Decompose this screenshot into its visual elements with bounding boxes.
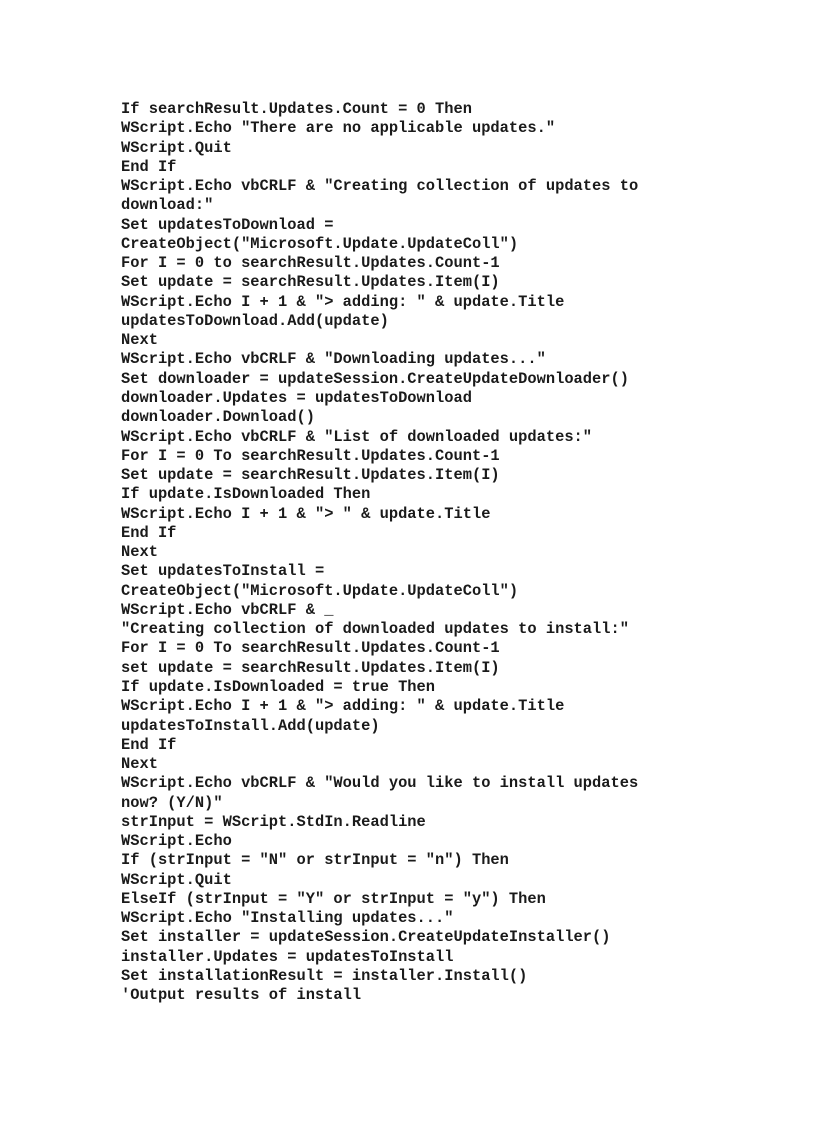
code-line: If searchResult.Updates.Count = 0 Then [121,100,472,118]
code-line: For I = 0 To searchResult.Updates.Count-1 [121,639,500,658]
code-line: Set update = searchResult.Updates.Item(I) [121,273,500,292]
code-line: If update.IsDownloaded = true Then [121,677,436,696]
code-line: "Creating collection of downloaded updates to install:" [121,620,629,639]
code-line: now? (Y/N)" [121,793,223,812]
code-line: Set installer = updateSession.CreateUpdateInstaller() [121,928,611,947]
code-line: End If [121,523,177,542]
code-line: strInput = WScript.StdIn.Readline [121,812,426,831]
code-line: WScript.Quit [121,870,232,889]
code-line: WScript.Echo I + 1 & "> adding: " & update.Title [121,292,565,311]
code-line: WScript.Echo I + 1 & "> " & update.Title [121,504,491,523]
code-line: WScript.Echo vbCRLF & "Downloading updates..." [121,350,546,369]
code-line: ElseIf (strInput = "Y" or strInput = "y") Then [121,889,546,908]
code-line: WScript.Echo vbCRLF & "Would you like to install updates [121,774,639,793]
code-line: If update.IsDownloaded Then [121,485,371,504]
code-line: End If [121,735,177,754]
code-line: WScript.Echo vbCRLF & "List of downloaded updates:" [121,427,593,446]
code-line: Next [121,331,158,350]
code-line: WScript.Echo I + 1 & "> adding: " & update.Title [121,697,565,716]
code-line: updatesToDownload.Add(update) [121,311,389,330]
code-line: Next [121,543,158,562]
code-line: Set updatesToDownload = [121,215,334,234]
code-line: set update = searchResult.Updates.Item(I) [121,658,500,677]
code-line: download:" [121,196,214,215]
code-line: WScript.Echo "Installing updates..." [121,909,454,928]
code-line: updatesToInstall.Add(update) [121,716,380,735]
code-line: For I = 0 to searchResult.Updates.Count-1 [121,254,500,273]
code-line: 'Output results of install [121,986,362,1005]
code-listing [121,100,781,1005]
code-line: downloader.Updates = updatesToDownload [121,388,472,407]
code-line: CreateObject("Microsoft.Update.UpdateColl") [121,581,519,600]
code-line: WScript.Echo vbCRLF & _ [121,600,334,619]
code-line: downloader.Download() [121,408,315,427]
code-line: Set updatesToInstall = [121,562,325,581]
code-line: WScript.Echo "There are no applicable updates." [121,119,556,138]
code-line: Set installationResult = installer.Install() [121,966,528,985]
code-line: Set downloader = updateSession.CreateUpdateDownloader() [121,369,629,388]
code-line: For I = 0 To searchResult.Updates.Count-1 [121,446,500,465]
code-line: CreateObject("Microsoft.Update.UpdateColl") [121,234,519,253]
code-line: End If [121,157,177,176]
code-line: WScript.Echo [121,832,232,851]
code-line: WScript.Quit [121,138,232,157]
code-line: installer.Updates = updatesToInstall [121,947,454,966]
code-line: WScript.Echo vbCRLF & "Creating collection of updates to [121,177,639,196]
code-line: Next [121,755,158,774]
code-line: Set update = searchResult.Updates.Item(I) [121,466,500,485]
code-line: If (strInput = "N" or strInput = "n") Then [121,851,509,870]
